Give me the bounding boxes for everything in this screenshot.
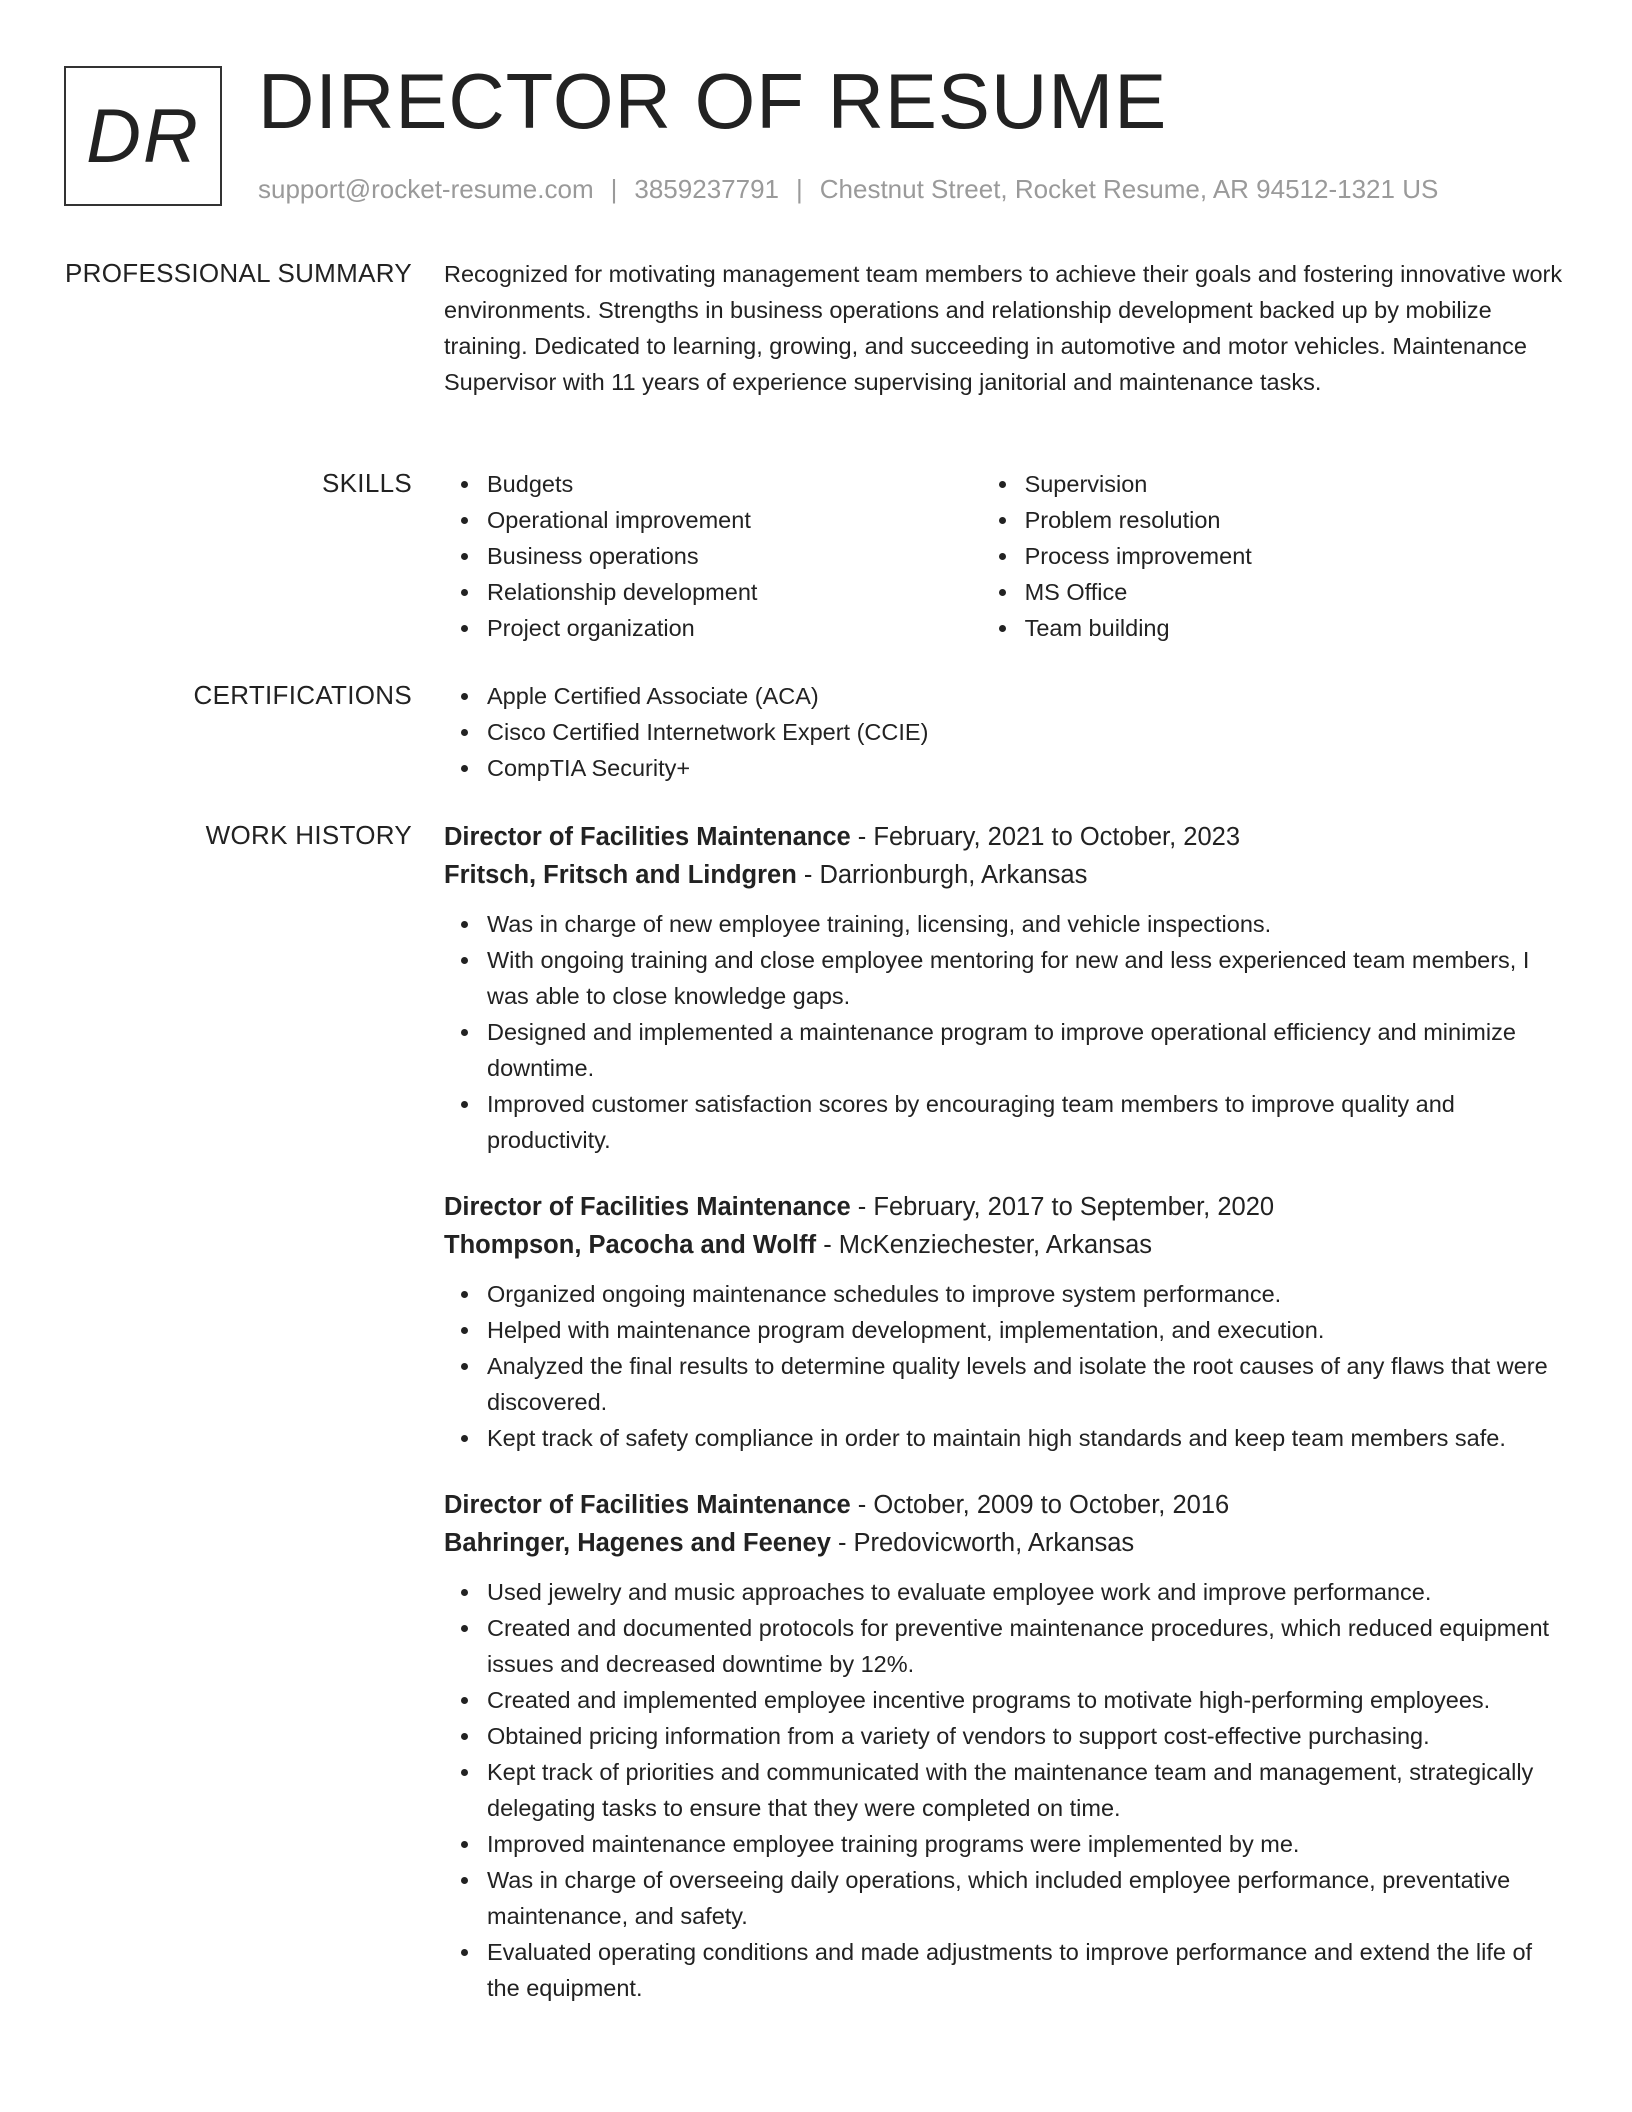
section-label-skills: SKILLS [322,468,412,498]
skills-list-left [444,466,971,646]
job-bullet: Created and documented protocols for preventive maintenance procedures, which reduced equipment issues and decreased downtime by 12%. [487,1610,1564,1682]
summary-body [444,256,1564,400]
job-bullet: Evaluated operating conditions and made adjustments to improve performance and extend the life of the equipment. [487,1934,1564,2006]
job-title-line [444,818,1564,856]
skill-item: MS Office [1025,574,1564,610]
job-entry [444,1188,1564,1456]
job-bullets [444,1574,1564,2006]
section-label-certifications: CERTIFICATIONS [193,680,412,710]
certifications-body [444,678,1564,786]
skill-item: Relationship development [487,574,971,610]
contact-line [258,172,1438,206]
job-bullet: Improved customer satisfaction scores by encouraging team members to improve quality and productivity. [487,1086,1564,1158]
job-title-line [444,1188,1564,1226]
certifications-list [444,678,1564,786]
skill-item: Project organization [487,610,971,646]
job-title: Director of Facilities Maintenance [444,1491,851,1519]
section-label-summary: PROFESSIONAL SUMMARY [65,258,412,288]
job-dates: - February, 2017 to September, 2020 [850,1193,1275,1221]
job-company: Bahringer, Hagenes and Feeney [444,1529,831,1557]
job-bullet: With ongoing training and close employee mentoring for new and less experienced team members, I was able to close knowledge gaps. [487,942,1564,1014]
job-company: Thompson, Pacocha and Wolff [444,1231,817,1259]
job-title-line [444,1486,1564,1524]
monogram-initials: DR [86,93,200,179]
job-entry [444,818,1564,1158]
job-dates: - October, 2009 to October, 2016 [850,1491,1230,1519]
contact-separator: | [610,174,618,204]
section-label-work-history: WORK HISTORY [205,820,412,850]
job-bullet: Was in charge of overseeing daily operations, which included employee performance, preventative maintenance, and safety. [487,1862,1564,1934]
contact-email: support@rocket-resume.com [258,174,594,204]
job-bullet: Designed and implemented a maintenance program to improve operational efficiency and minimize downtime. [487,1014,1564,1086]
work-history-body [444,818,1564,2036]
job-bullet: Was in charge of new employee training, licensing, and vehicle inspections. [487,906,1564,942]
job-bullet: Obtained pricing information from a variety of vendors to support cost-effective purchasing. [487,1718,1564,1754]
skill-item: Business operations [487,538,971,574]
job-company-line [444,856,1564,894]
resume-name: DIRECTOR OF RESUME [258,57,1168,145]
skills-list-right [971,466,1564,646]
job-company-line [444,1226,1564,1264]
monogram-logo [64,66,222,206]
job-entry [444,1486,1564,2006]
job-bullet: Improved maintenance employee training programs were implemented by me. [487,1826,1564,1862]
contact-separator: | [796,174,803,204]
job-bullet: Helped with maintenance program development, implementation, and execution. [487,1312,1564,1348]
job-company-line [444,1524,1564,1562]
job-bullet: Created and implemented employee incentive programs to motivate high-performing employees. [487,1682,1564,1718]
job-title: Director of Facilities Maintenance [444,1193,851,1221]
skill-item: Process improvement [1025,538,1564,574]
skill-item: Operational improvement [487,502,971,538]
contact-address: Chestnut Street, Rocket Resume, AR 94512-1321 US [819,174,1439,204]
contact-phone: 3859237791 [634,174,779,204]
job-title: Director of Facilities Maintenance [444,823,851,851]
job-location: - McKenziechester, Arkansas [816,1231,1153,1259]
skills-body [444,466,1564,646]
job-bullet: Used jewelry and music approaches to evaluate employee work and improve performance. [487,1574,1564,1610]
skill-item: Team building [1025,610,1564,646]
job-bullet: Kept track of priorities and communicated with the maintenance team and management, strategically delegating tasks to ensure that they were completed on time. [487,1754,1564,1826]
skill-item: Supervision [1025,466,1564,502]
job-bullet: Organized ongoing maintenance schedules to improve system performance. [487,1276,1564,1312]
job-location: - Predovicworth, Arkansas [830,1529,1135,1557]
job-bullets [444,1276,1564,1456]
job-dates: - February, 2021 to October, 2023 [850,823,1241,851]
skill-item: Budgets [487,466,971,502]
certification-item: Cisco Certified Internetwork Expert (CCIE) [487,714,1564,750]
job-bullet: Kept track of safety compliance in order to maintain high standards and keep team members safe. [487,1420,1564,1456]
skill-item: Problem resolution [1025,502,1564,538]
job-bullet: Analyzed the final results to determine quality levels and isolate the root causes of any flaws that were discovered. [487,1348,1564,1420]
job-company: Fritsch, Fritsch and Lindgren [444,861,797,889]
certification-item: Apple Certified Associate (ACA) [487,678,1564,714]
job-bullets [444,906,1564,1158]
job-location: - Darrionburgh, Arkansas [796,861,1088,889]
summary-text: Recognized for motivating management team members to achieve their goals and fostering innovative work environments. Strengths in business operations and relationship development backed up by mobilize training. Dedicated to learning, growing, and succeeding in automotive and motor vehicles. Maintenance Supervisor with 11 years of experience supervising janitorial and maintenance tasks. [444,261,1563,395]
certification-item: CompTIA Security+ [487,750,1564,786]
